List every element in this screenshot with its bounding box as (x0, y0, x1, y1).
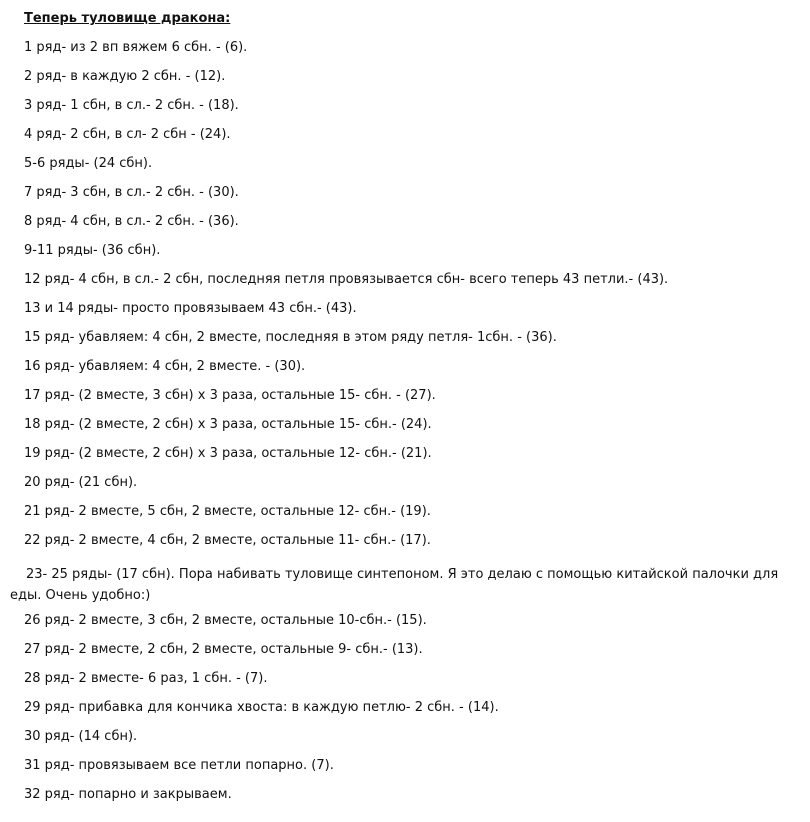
row-21: 21 ряд- 2 вместе, 5 сбн, 2 вместе, остальные 12- сбн.- (19). (24, 504, 431, 519)
rows-9-11: 9-11 ряды- (36 сбн). (24, 243, 161, 258)
row-18: 18 ряд- (2 вместе, 2 сбн) х 3 раза, остальные 15- сбн.- (24). (24, 417, 432, 432)
row-1: 1 ряд- из 2 вп вяжем 6 сбн. - (6). (24, 40, 248, 55)
row-4: 4 ряд- 2 сбн, в сл- 2 сбн - (24). (24, 127, 231, 142)
section-title: Теперь туловище дракона: (24, 11, 231, 26)
row-16: 16 ряд- убавляем: 4 сбн, 2 вместе. - (30). (24, 359, 306, 374)
row-2: 2 ряд- в каждую 2 сбн. - (12). (24, 69, 226, 84)
row-31: 31 ряд- провязываем все петли попарно. (7). (24, 758, 334, 773)
row-12: 12 ряд- 4 сбн, в сл.- 2 сбн, последняя петля провязывается сбн- всего теперь 43 петли.- (43). (24, 272, 669, 287)
row-17: 17 ряд- (2 вместе, 3 сбн) х 3 раза, остальные 15- сбн. - (27). (24, 388, 436, 403)
rows-13-14: 13 и 14 ряды- просто провязываем 43 сбн.- (43). (24, 301, 357, 316)
rows-23-25-paragraph (10, 564, 802, 606)
rows-5-6: 5-6 ряды- (24 сбн). (24, 156, 153, 171)
row-28: 28 ряд- 2 вместе- 6 раз, 1 сбн. - (7). (24, 671, 268, 686)
row-27: 27 ряд- 2 вместе, 2 сбн, 2 вместе, остальные 9- сбн.- (13). (24, 642, 423, 657)
row-22: 22 ряд- 2 вместе, 4 сбн, 2 вместе, остальные 11- сбн.- (17). (24, 533, 431, 548)
row-19: 19 ряд- (2 вместе, 2 сбн) х 3 раза, остальные 12- сбн.- (21). (24, 446, 432, 461)
row-15: 15 ряд- убавляем: 4 сбн, 2 вместе, последняя в этом ряду петля- 1сбн. - (36). (24, 330, 557, 345)
row-3: 3 ряд- 1 сбн, в сл.- 2 сбн. - (18). (24, 98, 239, 113)
row-7: 7 ряд- 3 сбн, в сл.- 2 сбн. - (30). (24, 185, 239, 200)
row-30: 30 ряд- (14 сбн). (24, 729, 138, 744)
row-26: 26 ряд- 2 вместе, 3 сбн, 2 вместе, остальные 10-сбн.- (15). (24, 613, 427, 628)
rows-23-25-line-1: 23- 25 ряды- (17 сбн). Пора набивать туловище синтепоном. Я это делаю с помощью китайской палочки для (26, 567, 779, 582)
row-20: 20 ряд- (21 сбн). (24, 475, 138, 490)
rows-23-25-line-2: еды. Очень удобно:) (10, 588, 151, 603)
row-8: 8 ряд- 4 сбн, в сл.- 2 сбн. - (36). (24, 214, 239, 229)
row-32: 32 ряд- попарно и закрываем. (24, 787, 232, 802)
row-29: 29 ряд- прибавка для кончика хвоста: в каждую петлю- 2 сбн. - (14). (24, 700, 499, 715)
